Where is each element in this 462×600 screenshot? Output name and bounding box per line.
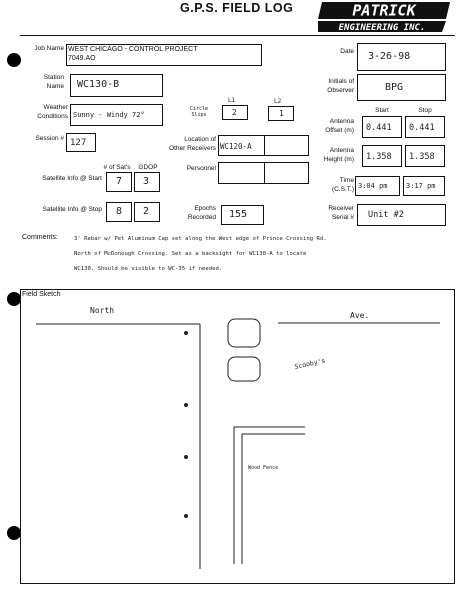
- comments-label: Comments:: [22, 234, 58, 241]
- station-label: Station: [43, 74, 64, 81]
- initials-of-label: Initials of: [328, 78, 354, 85]
- circle-slips-label: Circle Slips: [189, 106, 209, 118]
- sketch-property-line-outer: [234, 427, 305, 564]
- sketch-point-4: [184, 514, 188, 518]
- comment-line-1: 3' Rebar w/ Pet Aluminum Cap set along the West edge of Prince Crossing Rd.: [74, 236, 327, 242]
- job-name-label: Job Name: [34, 45, 64, 52]
- conditions-label: Conditions: [37, 113, 68, 120]
- time-stop-value: 3:17 pm: [406, 182, 436, 190]
- other-receivers-divider: [264, 135, 265, 156]
- sketch-ave-label: Ave.: [350, 311, 370, 320]
- logo-line-1: PATRICK: [352, 1, 416, 20]
- date-label: Date: [340, 48, 354, 55]
- sketch-point-1: [184, 331, 188, 335]
- sketch-point-3: [184, 455, 188, 459]
- circle-slip-value-1: 2: [232, 108, 237, 117]
- sketch-fence-label: Wood Fence: [248, 465, 279, 471]
- height-stop-value: 1.358: [409, 152, 435, 162]
- binder-hole-bottom: [7, 526, 21, 540]
- other-receivers-label: Other Receivers: [169, 145, 216, 152]
- start-header: Start: [375, 107, 389, 114]
- company-logo: [318, 0, 452, 33]
- stop-header: Stop: [418, 107, 432, 114]
- station-name-value: WC130-B: [77, 79, 120, 90]
- date-value: 3-26-98: [368, 51, 411, 62]
- cst-label: (C.S.T.): [331, 186, 354, 193]
- personnel-label: Personnel: [186, 165, 216, 172]
- time-start-value: 3:04 pm: [358, 182, 388, 190]
- sats-start-value: 7: [116, 176, 123, 187]
- receiver-label: Receiver: [328, 205, 354, 212]
- field-sketch-label: Field Sketch: [22, 291, 61, 298]
- gdop-stop-value: 2: [143, 206, 150, 217]
- weather-value: Sunny - Windy 72°: [73, 111, 145, 119]
- antenna-offset-label-1: Antenna: [329, 118, 354, 125]
- job-name-value-1: WEST CHICAGO - CONTROL PROJECT: [68, 46, 198, 53]
- serial-label: Serial #: [331, 214, 354, 221]
- top-rule: [20, 35, 455, 36]
- comment-line-3: WC130. Should be visible to WC-35 if needed.: [74, 266, 223, 272]
- sketch-scoobys-label: Scooby's: [293, 356, 327, 371]
- offset-label: Offset (m): [325, 127, 354, 134]
- location-of-label: Location of: [184, 136, 216, 143]
- sats-stop-value: 8: [116, 206, 123, 217]
- num-sats-header: # of Sat's: [103, 164, 131, 171]
- binder-hole-top: [7, 53, 21, 67]
- observer-label: Observer: [327, 87, 354, 94]
- offset-start-value: 0.441: [366, 123, 392, 133]
- sketch-median-2: [228, 357, 260, 381]
- weather-label: Weather: [43, 104, 68, 111]
- epochs-label: Epochs: [194, 205, 216, 212]
- antenna-height-label-1: Antenna: [329, 147, 354, 154]
- job-name-value-2: 7049.AO: [68, 55, 96, 62]
- session-value: 127: [70, 138, 87, 148]
- gdop-header: GDOP: [138, 164, 158, 171]
- observer-value: BPG: [385, 82, 404, 93]
- height-start-value: 1.358: [366, 152, 392, 162]
- circle-slip-label-1: L1: [228, 97, 236, 104]
- other-receivers-value: WC120-A: [220, 142, 252, 151]
- field-sketch-drawing: [20, 289, 455, 584]
- station-name-label: Name: [46, 83, 64, 90]
- sketch-property-line-inner: [242, 434, 305, 564]
- gdop-start-value: 3: [143, 176, 150, 187]
- session-label: Session #: [35, 135, 64, 142]
- epochs-value: 155: [229, 209, 248, 220]
- serial-value: Unit #2: [368, 210, 404, 220]
- circle-slip-value-2: 1: [279, 109, 284, 118]
- logo-line-2: ENGINEERING INC.: [338, 23, 426, 33]
- form-title: G.P.S. FIELD LOG: [180, 1, 294, 15]
- recorded-label: Recorded: [187, 214, 216, 221]
- binder-hole-middle: [7, 292, 21, 306]
- sketch-point-2: [184, 403, 188, 407]
- comment-line-2: North of McDonough Crossing. Set as a backsight for WC130-A to locate: [74, 251, 307, 257]
- offset-stop-value: 0.441: [409, 123, 435, 133]
- height-label: Height (m): [323, 156, 354, 163]
- sat-info-stop-label: Satellite Info @ Stop: [42, 206, 102, 213]
- sketch-median-1: [228, 319, 260, 347]
- sat-info-start-label: Satellite Info @ Start: [42, 175, 102, 182]
- time-label: Time: [339, 177, 354, 184]
- sketch-north-label: North: [90, 306, 115, 315]
- circle-slip-label-2: L2: [274, 98, 282, 105]
- personnel-divider: [264, 162, 265, 184]
